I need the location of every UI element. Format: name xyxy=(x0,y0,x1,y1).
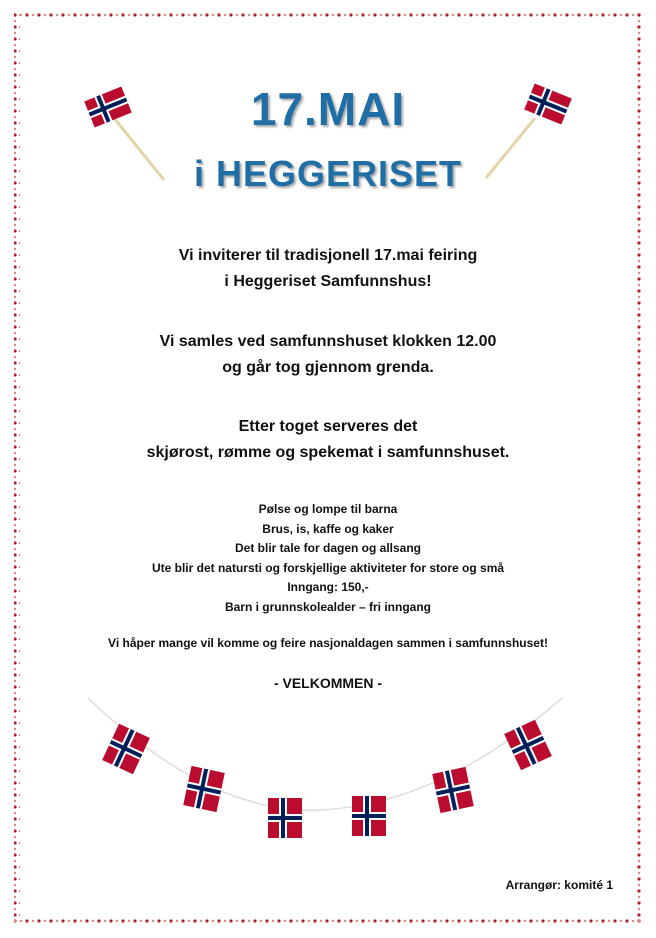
welcome-text: - VELKOMMEN - xyxy=(273,675,383,691)
poster-subtitle: i HEGGERISET xyxy=(193,153,463,194)
list-item: Barn i grunnskolealder – fri inngang xyxy=(224,599,432,614)
gathering-paragraph xyxy=(0,329,656,381)
closing-text: Vi håper mange vil komme og feire nasjonaldagen sammen i samfunnshuset! xyxy=(108,636,548,650)
gathering-line: og går tog gjennom grenda. xyxy=(222,359,434,376)
food-paragraph xyxy=(0,414,656,466)
list-item: Pølse og lompe til barna xyxy=(258,502,398,516)
food-line: skjørost, rømme og spekemat i samfunnshuset. xyxy=(146,444,510,461)
intro-line: Vi inviterer til tradisjonell 17.mai feiring xyxy=(178,247,478,264)
list-item: Det blir tale for dagen og allsang xyxy=(234,541,422,555)
flag-garland-icon xyxy=(70,690,570,850)
organizer-label: Arrangør: komité 1 xyxy=(505,878,613,892)
intro-paragraph xyxy=(0,243,656,295)
food-line: Etter toget serveres det xyxy=(238,418,418,435)
gathering-line: Vi samles ved samfunnshuset klokken 12.00 xyxy=(159,333,497,350)
poster-title: 17.MAI xyxy=(250,83,406,135)
activities-list xyxy=(0,500,656,617)
list-item: Inngang: 150,- xyxy=(287,580,369,594)
list-item: Ute blir det natursti og forskjellige aktiviteter for store og små xyxy=(151,560,505,575)
list-item: Brus, is, kaffe og kaker xyxy=(262,521,394,536)
intro-line: i Heggeriset Samfunnshus! xyxy=(224,273,432,290)
